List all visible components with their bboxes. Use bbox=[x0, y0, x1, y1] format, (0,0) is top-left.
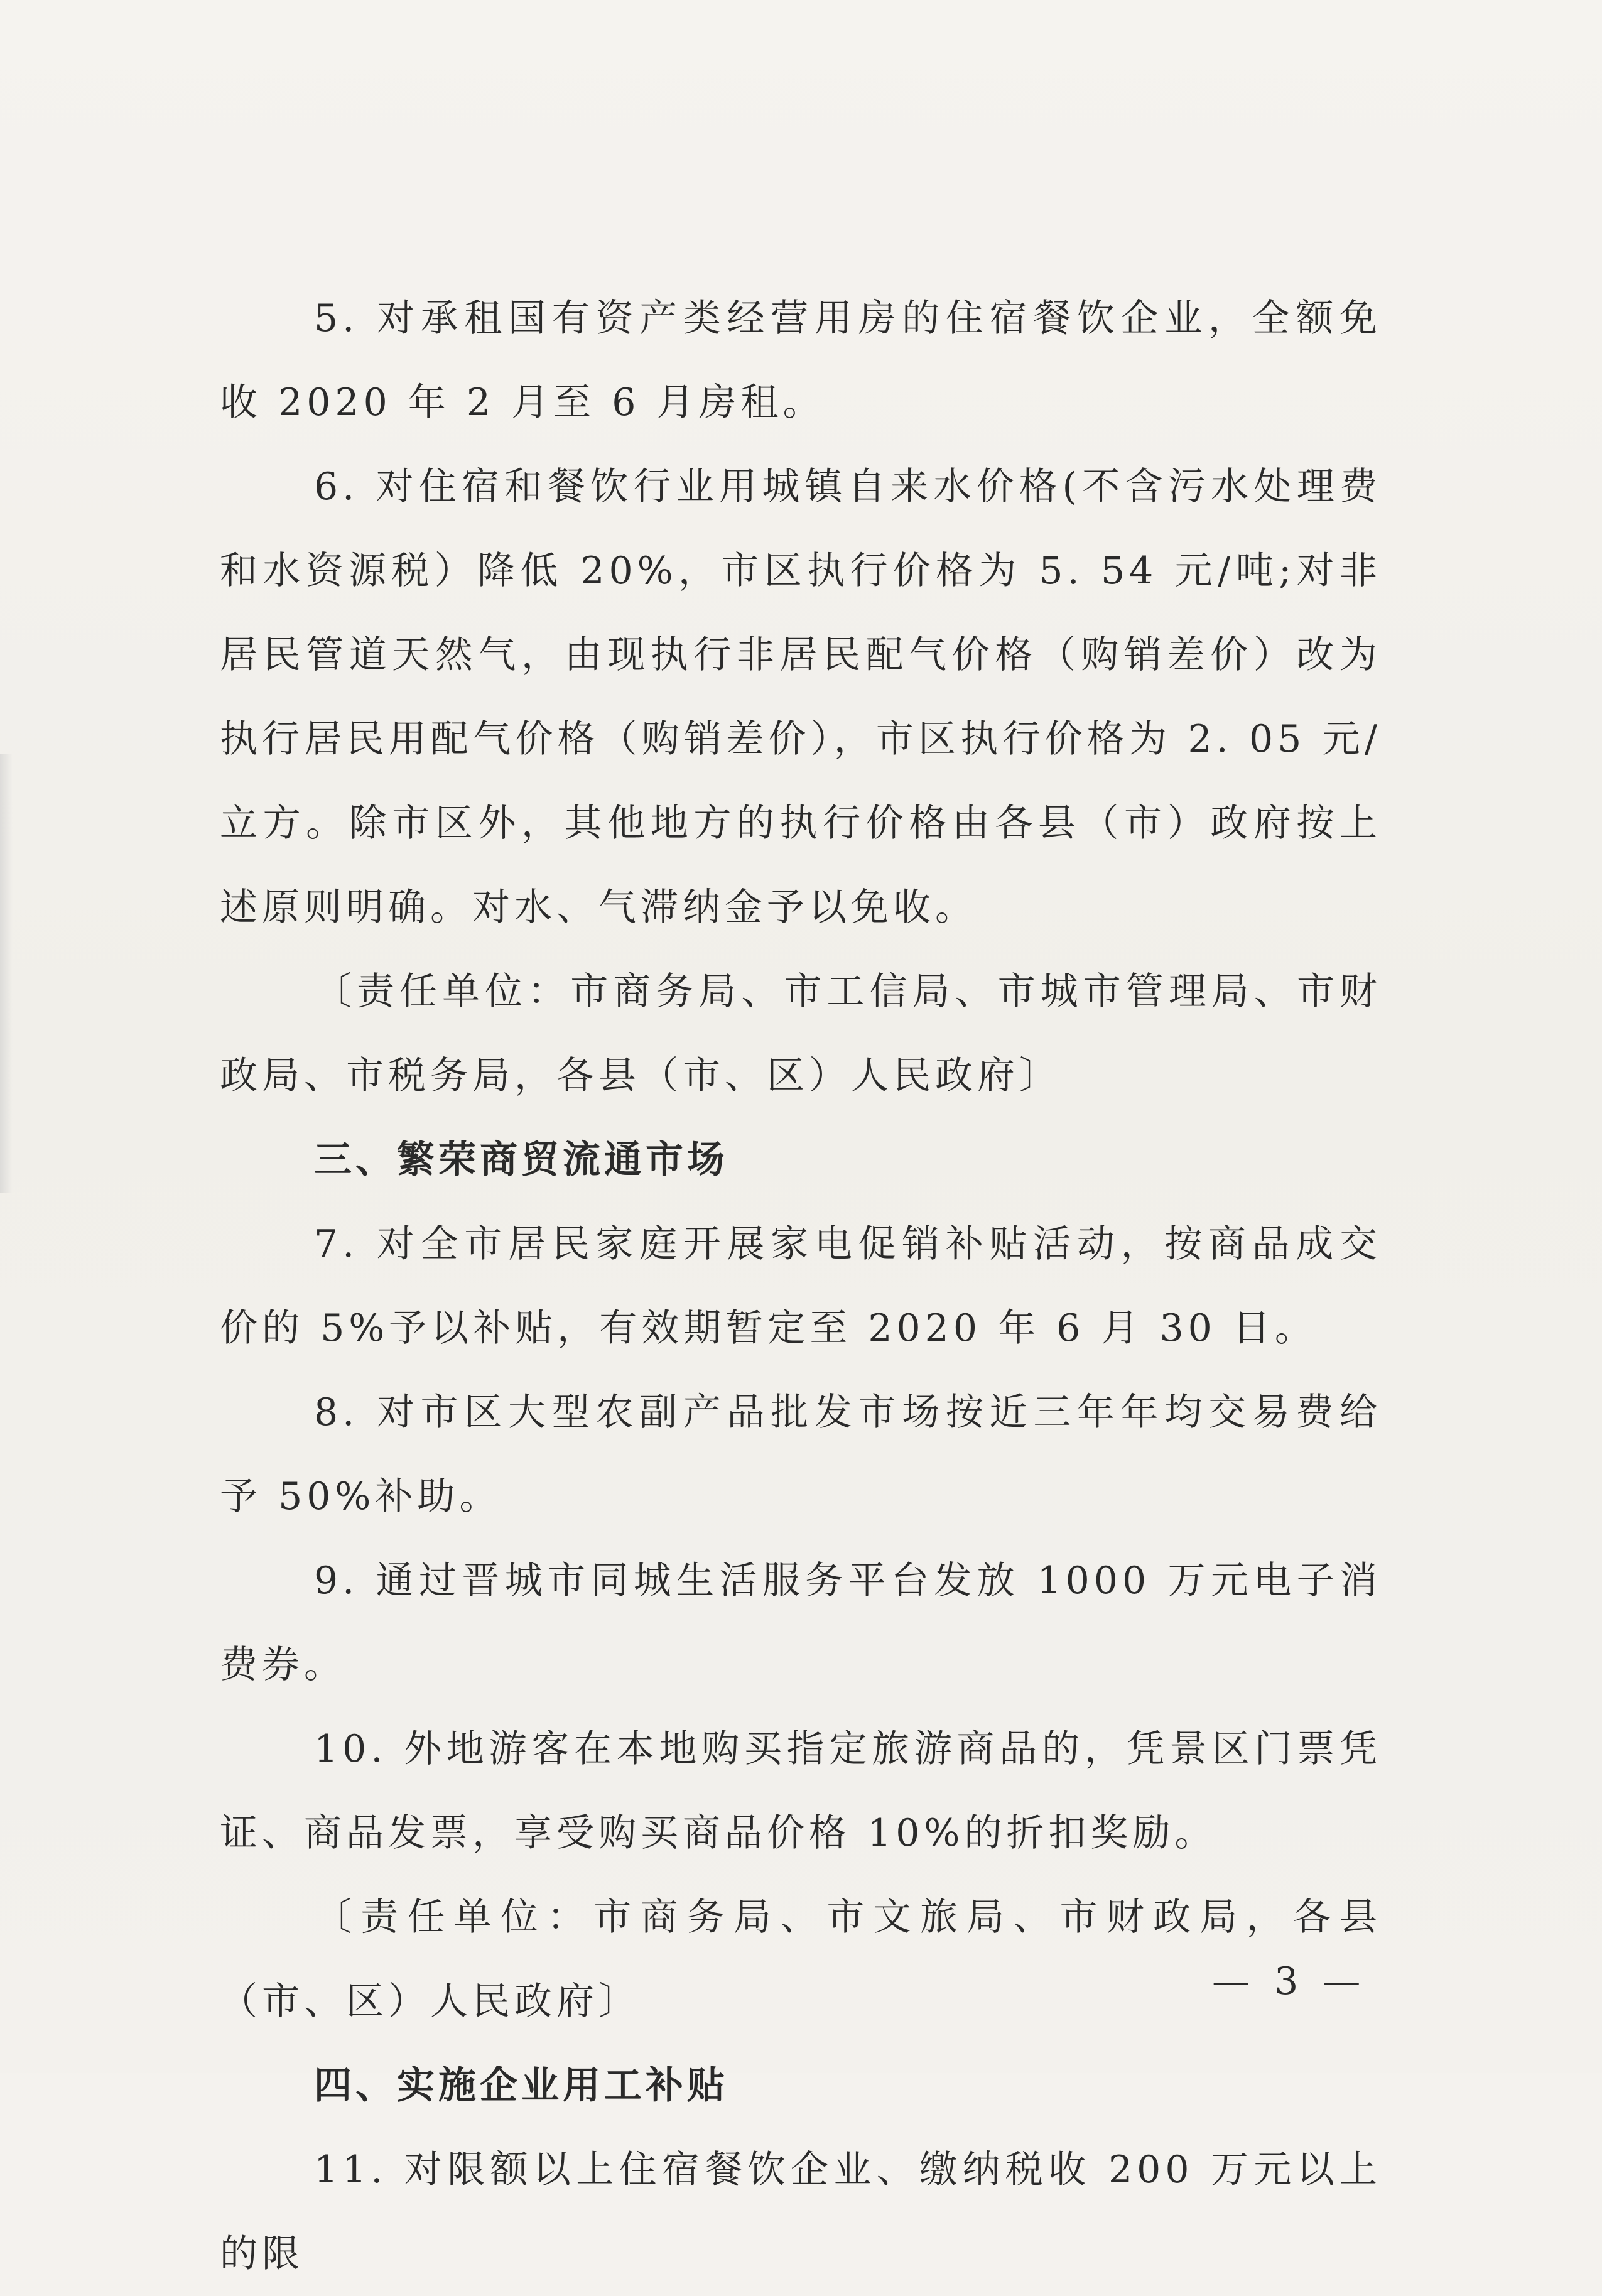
paragraph-item-5: 5. 对承租国有资产类经营用房的住宿餐饮企业，全额免收 2020 年 2 月至 6 月房租。 bbox=[220, 296, 1382, 425]
paragraph-item-8: 8. 对市区大型农副产品批发市场按近三年年均交易费给予 50%补助。 bbox=[220, 1390, 1382, 1519]
scan-edge-shadow bbox=[0, 754, 13, 1193]
responsibility-note-1: 〔责任单位：市商务局、市工信局、市城市管理局、市财政局、市税务局，各县（市、区）人民政府〕 bbox=[220, 970, 1382, 1098]
responsibility-note-2: 〔责任单位：市商务局、市文旅局、市财政局，各县（市、区）人民政府〕 bbox=[220, 1895, 1382, 2023]
section-heading-4: 四、实施企业用工补贴 bbox=[314, 2064, 728, 2108]
paragraph-item-7: 7. 对全市居民家庭开展家电促销补贴活动，按商品成交价的 5%予以补贴，有效期暂定至 2020 年 6 月 30 日。 bbox=[220, 1222, 1382, 1350]
section-heading-3: 三、繁荣商贸流通市场 bbox=[314, 1138, 728, 1182]
document-body bbox=[220, 276, 1382, 2296]
paragraph-item-9: 9. 通过晋城市同城生活服务平台发放 1000 万元电子消费券。 bbox=[220, 1559, 1382, 1687]
paragraph-item-11: 11. 对限额以上住宿餐饮企业、缴纳税收 200 万元以上的限 bbox=[220, 2148, 1382, 2276]
page-number: — 3 — bbox=[1212, 1959, 1367, 2003]
paragraph-item-6: 6. 对住宿和餐饮行业用城镇自来水价格(不含污水处理费和水资源税）降低 20%，市区执行价格为 5. 54 元/吨;对非居民管道天然气，由现执行非居民配气价格（购销差价）改为执行居民用配气价格（购销差价），市区执行价格为 2. 05 元/立方。除市区外，其他地方的执行价格由各县（市）政府按上述原则明确。对水、气滞纳金予以免收。 bbox=[220, 465, 1382, 929]
paragraph-item-10: 10. 外地游客在本地购买指定旅游商品的，凭景区门票凭证、商品发票，享受购买商品价格 10%的折扣奖励。 bbox=[220, 1727, 1382, 1855]
